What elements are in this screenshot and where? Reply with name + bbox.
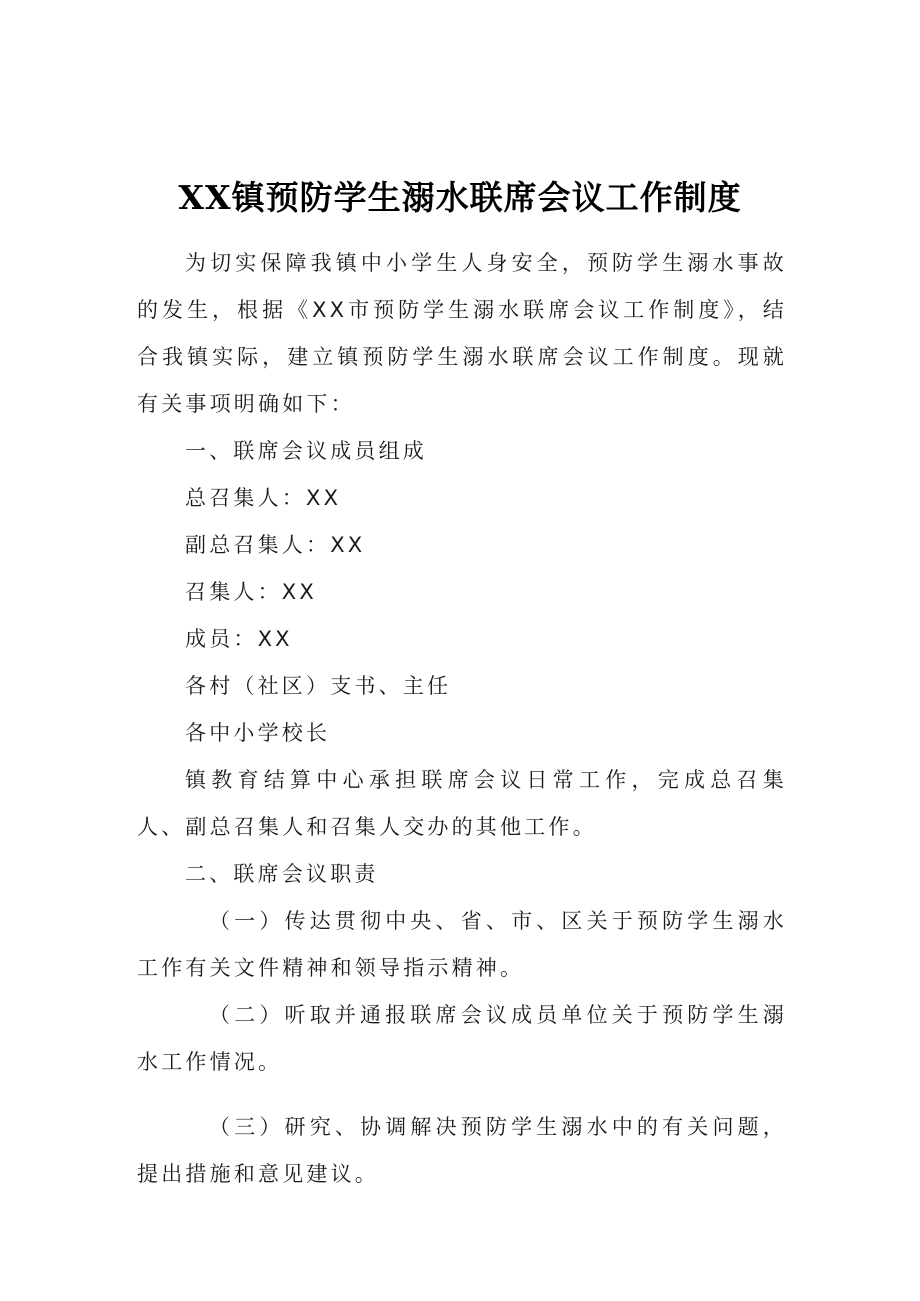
chief-convener-line: 总召集人：XX: [185, 486, 342, 510]
members-line: 成员：XX: [185, 627, 293, 651]
daily-work-paragraph: 镇教育结算中心承担联席会议日常工作，完成总召集人、副总召集人和召集人交办的其他工作。: [137, 768, 787, 839]
village-secretaries-line: 各村（社区）支书、主任: [185, 674, 452, 698]
document-body: [137, 240, 787, 1198]
school-principals-line: 各中小学校长: [185, 721, 331, 745]
duty-item-2: （二）听取并通报联席会议成员单位关于预防学生溺水工作情况。: [137, 1003, 787, 1074]
section-heading-duties: 二、联席会议职责: [185, 862, 379, 886]
deputy-chief-convener-line: 副总召集人：XX: [185, 533, 366, 557]
document-title: XX镇预防学生溺水联席会议工作制度: [178, 178, 742, 217]
convener-line: 召集人：XX: [185, 580, 317, 604]
duty-item-1: （一）传达贯彻中央、省、市、区关于预防学生溺水工作有关文件精神和领导指示精神。: [137, 909, 787, 980]
intro-paragraph: 为切实保障我镇中小学生人身安全，预防学生溺水事故的发生，根据《XX市预防学生溺水联席会议工作制度》，结合我镇实际，建立镇预防学生溺水联席会议工作制度。现就有关事项明确如下：: [137, 251, 787, 416]
section-heading-members: 一、联席会议成员组成: [185, 439, 427, 463]
duty-item-3: （三）研究、协调解决预防学生溺水中的有关问题，提出措施和意见建议。: [137, 1115, 787, 1186]
